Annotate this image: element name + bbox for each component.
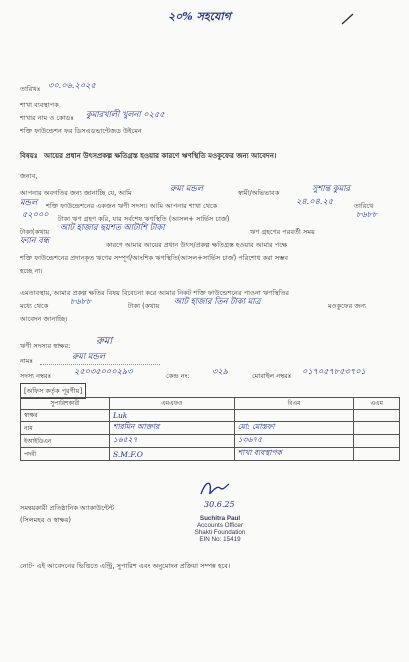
approver-label: সমন্বয়কারী প্রতিষ্ঠানিক অ্যাকাউন্টেন্ট — [20, 504, 115, 512]
stamp-name: Suchitra Paul — [199, 515, 241, 522]
p2-l3: আবেদন জানাচ্ছি। — [20, 315, 68, 323]
table-cell: শারমিন আক্তার — [110, 422, 235, 435]
stamp-title: Accounts Officer — [196, 522, 244, 529]
salutation: জনাব, — [20, 172, 38, 180]
waiver-words-hw: আট হাজার তিন টাকা মাত্র — [174, 296, 261, 306]
table-row — [21, 410, 400, 422]
table-header-cell: এএম — [354, 398, 400, 410]
table-header-cell: বিএম — [234, 398, 354, 410]
table-cell: S.M.F.O — [110, 448, 235, 461]
p1-l3-a: টাকা ঋণ গ্রহণ করি, যার সর্বশেষ ঋণস্থিতি (আসল+ সার্ভিস চার্জ) — [58, 215, 230, 223]
p1-l4-b: ঋণ গ্রহণের পরবর্তী সময় — [250, 228, 315, 236]
p1-l5-a: কারণে আমার আয়ের প্রধান উৎস/প্রকল্প ক্ষতিগ্রস্ত হওয়ার আমার পক্ষে — [106, 241, 288, 249]
footer-note: নোট- এই আবেদনের ভিত্তিতে এন্ট্রি, সুপারিশ এবং অনুমোদন প্রক্রিয়া সম্পন্ন হবে। — [20, 562, 231, 570]
date-label: তারিখঃ — [20, 85, 41, 93]
table-header-cell: এমএফও — [110, 398, 235, 410]
member-label: সদস্য নম্বরঃ — [20, 372, 52, 380]
row-label: পদবী — [21, 448, 110, 461]
table-header-cell: সুপারিশকারী — [21, 398, 110, 410]
loan-amount-hw: ৫২০০০ — [22, 209, 49, 219]
branch-label: শাখার নাম ও কোডঃ — [20, 114, 74, 122]
applicant-name-hw: রুমা মন্ডল — [170, 183, 203, 193]
p1-l2-a: শক্তি ফাউন্ডেশনের একজন ঋণী সদস্য। আমি আপনার শাখা থেকে — [46, 202, 218, 210]
table-cell — [354, 422, 400, 435]
balance-words-hw: আট হাজার ছয়শত আটাশি টাকা — [60, 222, 165, 232]
mobile-label: মোবাইল নম্বরঃ — [252, 372, 292, 380]
table-cell: মো: মোস্তফা — [234, 422, 354, 435]
p1-l4-a: টাকা(কথায় — [20, 228, 50, 236]
p1-l1-b: স্বামী/অভিভাবক — [238, 189, 280, 197]
name-line — [40, 364, 160, 365]
name-label: নামঃ — [20, 357, 34, 365]
pen-mark-icon — [340, 12, 356, 26]
table-header-row — [21, 398, 400, 410]
applicant-sig-label: ঋণী সদস্যর স্বাক্ষর: — [20, 342, 71, 350]
table-cell — [354, 448, 400, 461]
table-row — [21, 435, 400, 448]
center-label: কেন্দ্র নং: — [166, 372, 190, 380]
balance-hw: ৮৬৮৮ — [356, 209, 378, 219]
center-hw: ৩২৯ — [212, 366, 228, 376]
approver-sub: (সিলমহর ও স্বাক্ষর) — [20, 516, 71, 524]
officer-stamp — [180, 515, 260, 543]
table-cell: শাখা ব্যবস্থাপক — [234, 448, 354, 461]
branch-value: কুমারখালী খুলনা ০২৫৫ — [86, 109, 165, 119]
applicant-signature: রুমা — [96, 336, 113, 347]
subject-label: বিষয়ঃ — [20, 152, 38, 160]
row-label: ইআইডিএন — [21, 435, 110, 448]
p1-l1-a: আপনার অবগতির জন্য জানাচ্ছি যে, আমি — [20, 189, 132, 197]
row-label: স্বাক্ষর — [21, 410, 110, 422]
name-hw: রুমা মন্ডল — [72, 351, 105, 361]
table-cell: Luk — [110, 410, 235, 422]
p2-l1: এমতাবস্থায়, আমার প্রকল্প ক্ষতির বিষয় বিবেচনা করে আমার নিকট শক্তি ফাউন্ডেশনের পাওনা ঋণস্থিতির — [20, 289, 290, 297]
table-cell — [354, 410, 400, 422]
office-use-label: [অফিস কর্তৃক পূরণীয়] — [20, 383, 86, 399]
table-cell — [234, 410, 354, 422]
p2-l2-b: টাকা (কথায় — [128, 302, 160, 310]
waiver-amount-hw: ৮৬৮৮ — [70, 296, 92, 306]
guardian-name-hw: সুশান্ত কুমার — [312, 183, 351, 193]
loan-date-hw: ২৪.০৪.২৫ — [296, 196, 334, 206]
table-cell — [354, 435, 400, 448]
table-row — [21, 422, 400, 435]
date-value: ৩০.০৬.২০২৫ — [48, 80, 96, 90]
manager-label: শাখা ব্যবস্থাপক — [20, 101, 59, 109]
reason-hw: ফ্যান বন্ধ — [20, 235, 50, 245]
row-label: নাম — [21, 422, 110, 435]
table-cell: ১৩৬৭৫ — [234, 435, 354, 448]
mobile-hw: ০১৭০৫৭৮৫৩৭০১ — [302, 366, 366, 376]
p1-l7: হচ্ছে না। — [20, 267, 43, 275]
table-cell: ১৬৫২৭ — [110, 435, 235, 448]
top-title-handwritten: ২০% সহযোগ — [168, 10, 231, 23]
p1-l2-b: তারিখে — [354, 202, 374, 210]
stamp-org: Shakti Foundation — [194, 529, 246, 536]
signature-scribble — [198, 478, 232, 500]
p2-l2-c: মওকুফের জন্য — [328, 302, 367, 310]
signature-date: 30.6.25 — [204, 500, 235, 509]
p1-l2-hw: মন্ডল — [20, 197, 38, 207]
subject-text: আয়ের প্রধান উৎসপ্রকল্প ক্ষতিগ্রস্ত হওয়ার কারণে ঋণস্থিতি মওকুফের জন্য আবেদন। — [44, 152, 277, 160]
stamp-ein: EIN No: 15419 — [199, 536, 241, 543]
p2-l2-a: মধ্যে থেকে — [20, 302, 49, 310]
member-hw: ২৫০৩৫০০০২৯৩ — [74, 366, 133, 376]
recommendation-table — [20, 397, 400, 461]
p1-l6: শক্তি ফাউন্ডেশনের প্রদানকৃত ঋণের সম্পূর্ণ/আংশিক ঋণস্থিতি(আসল+সার্ভিস চার্জ) পরিশোধ করা সম্ভব — [20, 254, 289, 262]
org-label: শক্তি ফাউন্ডেশন ফর ডিসএডভান্টেজড উইমেন — [20, 127, 142, 135]
table-row — [21, 448, 400, 461]
